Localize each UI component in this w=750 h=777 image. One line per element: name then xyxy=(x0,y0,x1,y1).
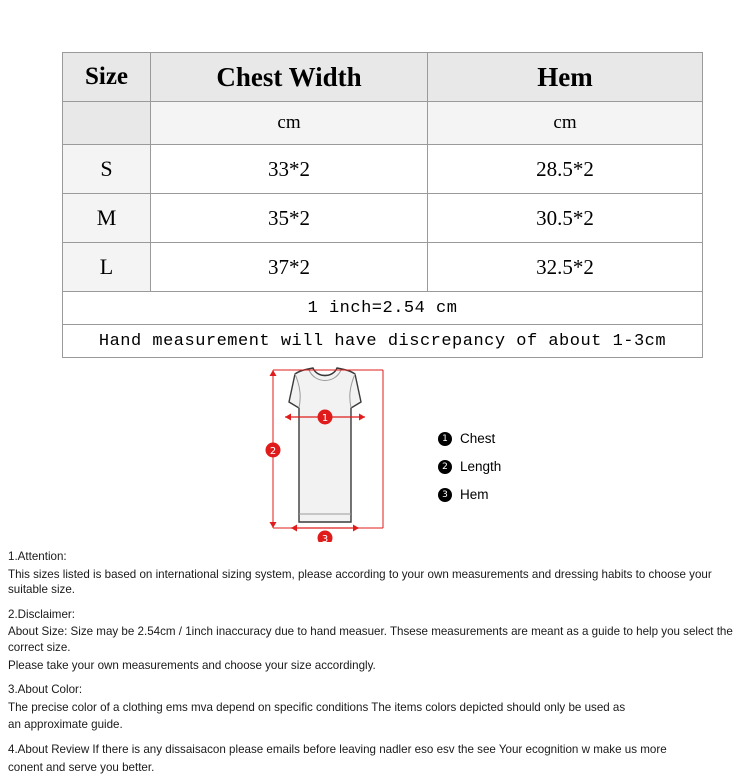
table-units-row xyxy=(63,102,703,145)
legend-badge-one: 1 xyxy=(438,432,452,446)
cell-chest-s: 33*2 xyxy=(151,145,428,194)
column-header-hem: Hem xyxy=(428,53,703,102)
note-disclaimer-title: 2.Disclaimer: xyxy=(8,607,75,621)
diagram-legend xyxy=(438,425,501,509)
table-note-conversion-row xyxy=(63,292,703,325)
diagram-marker-hem: 3 xyxy=(321,534,329,542)
note-review-body-2: conent and serve you better. xyxy=(8,760,155,774)
diagram-marker-length: 2 xyxy=(269,446,277,457)
table-row xyxy=(63,194,703,243)
legend-item-hem xyxy=(438,481,501,509)
note-attention-body: This sizes listed is based on international sizing system, please according to your own measurements and dressing habits to choose your suitable size. xyxy=(8,567,712,597)
cell-size-l: L xyxy=(63,243,151,292)
cell-hem-l: 32.5*2 xyxy=(428,243,703,292)
note-attention-title: 1.Attention: xyxy=(8,550,67,563)
note-color-title: 3.About Color: xyxy=(8,683,83,697)
legend-label-chest: Chest xyxy=(460,431,496,446)
column-header-size: Size xyxy=(63,53,151,102)
unit-cell-chest: cm xyxy=(151,102,428,145)
unit-cell-hem: cm xyxy=(428,102,703,145)
legend-label-length: Length xyxy=(460,459,502,474)
notes-section xyxy=(8,549,746,777)
table-header-row xyxy=(63,53,703,102)
column-header-chest-width: Chest Width xyxy=(151,53,428,102)
table-note-discrepancy-row xyxy=(63,325,703,358)
legend-label-hem: Hem xyxy=(460,487,489,502)
legend-item-length xyxy=(438,453,501,481)
cell-hem-s: 28.5*2 xyxy=(428,145,703,194)
note-inch-conversion: 1 inch=2.54 cm xyxy=(63,292,703,325)
cell-size-m: M xyxy=(63,194,151,243)
note-measurement-discrepancy: Hand measurement will have discrepancy of about 1-3cm xyxy=(63,325,703,358)
note-color-body-1: The precise color of a clothing ems mva depend on specific conditions The items colors depicted should only be used as xyxy=(8,700,626,714)
cell-chest-l: 37*2 xyxy=(151,243,428,292)
size-chart-table xyxy=(62,52,703,358)
legend-badge-two: 2 xyxy=(438,460,452,474)
cell-size-s: S xyxy=(63,145,151,194)
note-disclaimer-body-1: About Size: Size may be 2.54cm / 1inch inaccuracy due to hand measuer. Thsese measurements are meant as a guide to help you select the correct size. xyxy=(8,625,733,654)
note-color-body-2: an approximate guide. xyxy=(8,718,123,732)
cell-chest-m: 35*2 xyxy=(151,194,428,243)
cell-hem-m: 30.5*2 xyxy=(428,194,703,243)
table-row xyxy=(63,243,703,292)
note-review-body-1: 4.About Review If there is any dissaisacon please emails before leaving nadler eso esv the see Your ecognition w make us more xyxy=(8,742,667,756)
size-chart-container xyxy=(62,52,702,358)
note-disclaimer-body-2: Please take your own measurements and choose your size accordingly. xyxy=(8,658,376,672)
table-row xyxy=(63,145,703,194)
garment-diagram xyxy=(255,362,395,542)
diagram-marker-chest: 1 xyxy=(321,413,329,424)
unit-cell-size xyxy=(63,102,151,145)
legend-badge-three: 3 xyxy=(438,488,452,502)
legend-item-chest xyxy=(438,425,501,453)
